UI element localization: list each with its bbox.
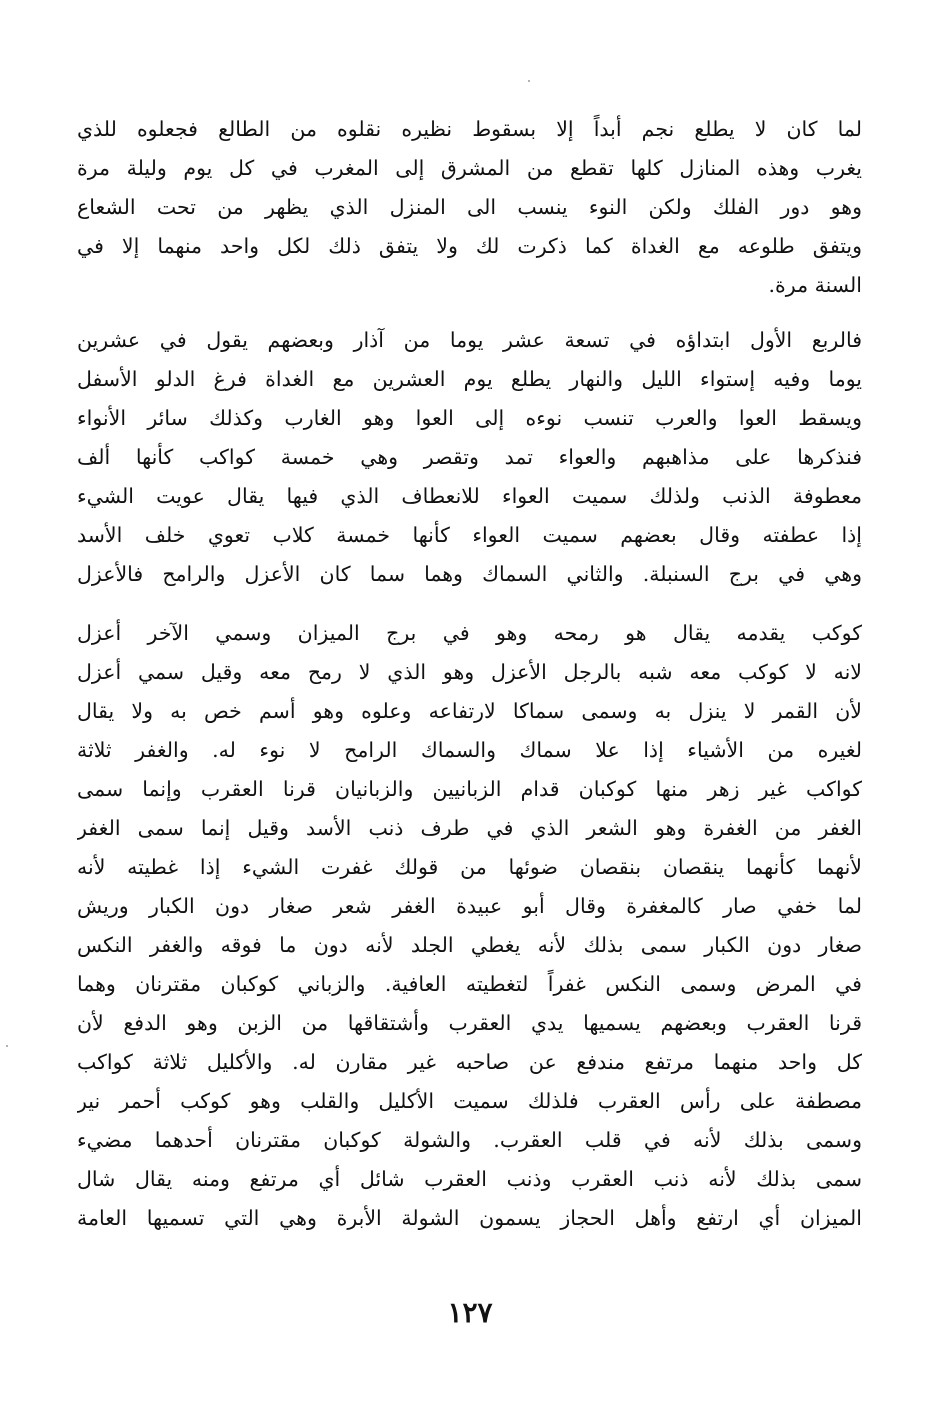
text-line: إذا عطفته وقال بعضهم سميت العواء كأنها خمسة كلاب تعوي خلف الأسد <box>77 523 862 547</box>
text-line: وهو دور الفلك ولكن النوء ينسب الى المنزل الذي يظهر من تحت الشعاع <box>77 195 862 219</box>
text-line: الميزان أي ارتفع وأهل الحجاز يسمون الشولة الأبرة وهي التي تسميها العامة <box>77 1206 862 1230</box>
text-line: صغار دون الكبار سمى بذلك لأنه يغطي الجلد لأنه دون ما فوقه والغفر النكس <box>77 933 862 957</box>
text-line: مصطفة على رأس العقرب فلذلك سميت الأكليل والقلب وهو كوكب أحمر نير <box>77 1089 862 1113</box>
text-line: لما كان لا يطلع نجم أبداً إلا بسقوط نظيره نقلوه من الطالع فجعلوه للذي <box>77 117 862 141</box>
text-line: السنة مرة. <box>768 273 862 297</box>
text-line: كواكب غير زهر منها كوكبان قدام الزبانيين والزبانيان قرنا العقرب وإنما سمى <box>77 777 862 801</box>
text-line: يغرب وهذه المنازل كلها تقطع من المشرق إلى المغرب في كل يوم وليلة مرة <box>77 156 862 180</box>
text-line: كل واحد منهما مرتفع مندفع عن صاحبه غير مقارن له. والأكليل ثلاثة كواكب <box>77 1050 862 1074</box>
margin-speck <box>528 80 530 82</box>
text-line: وهي في برج السنبلة. والثاني السماك وهما سما كان الأعزل والرامح فالأعزل <box>77 562 862 586</box>
text-line: لغيره من الأشياء إذا علا سماك والسماك الرامح لا نوء له. والغفر ثلاثة <box>77 738 862 762</box>
text-line: في المرض وسمى النكس غفراً لتغطيته العافية. والزباني كوكبان مقترنان وهما <box>77 972 862 996</box>
text-line: لأن القمر لا ينزل به وسمى سماكا لارتفاعه وعلوه وهو أسم خص به ولا يقال <box>77 699 862 723</box>
text-line: ويسقط العوا والعرب تنسب نوءه إلى العوا وهو الغارب وكذلك سائر الأنواء <box>77 406 862 430</box>
text-line: فالربع الأول ابتداؤه في تسعة عشر يوما من آذار وبعضهم يقول في عشرين <box>77 328 862 352</box>
text-line: لأنهما كأنهما ينقصان بنقصان ضوئها من قولك غفرت الشيء إذا غطيته لأنه <box>77 855 862 879</box>
text-line: الغفر من الغفرة وهو الشعر الذي في طرف ذنب الأسد وقيل إنما سمى الغفر <box>77 816 862 840</box>
text-line: وسمى بذلك لأنه في قلب العقرب. والشولة كوكبان مقترنان أحدهما مضيء <box>77 1128 862 1152</box>
text-line: لما خفي صار كالمغفرة وقال أبو عبيدة الغفر شعر صغار دون الكبار وريش <box>77 894 862 918</box>
text-line: يوما وفيه إستواء الليل والنهار يطلع يوم العشرين مع الغداة فرغ الدلو الأسفل <box>77 367 862 391</box>
page-number: ١٢٧ <box>447 1296 493 1329</box>
text-line: معطوفة الذنب ولذلك سميت العواء للانعطاف الذي فيها يقال عويت الشيء <box>77 484 862 508</box>
text-line: فنذكرها على مذاهبهم والعواء تمد وتقصر وهي خمسة كواكب كأنها ألف <box>77 445 862 469</box>
text-line: سمى بذلك لأنه ذنب العقرب وذنب العقرب شائل أي مرتفع ومنه يقال شال <box>77 1167 862 1191</box>
margin-speck <box>6 1045 8 1047</box>
text-line: ويتفق طلوعه مع الغداة كما ذكرت لك ولا يتفق ذلك لكل واحد منهما إلا في <box>77 234 862 258</box>
text-line: لانه لا كوكب معه شبه بالرجل الأعزل وهو الذي لا رمح معه وقيل سمي أعزل <box>77 660 862 684</box>
text-line: كوكب يقدمه يقال هو رمحه وهو في برج الميزان وسمي الآخر أعزل <box>77 621 862 645</box>
text-line: قرنا العقرب وبعضهم يسميها يدي العقرب وأشتقاقها من الزبن وهو الدفع لأن <box>77 1011 862 1035</box>
